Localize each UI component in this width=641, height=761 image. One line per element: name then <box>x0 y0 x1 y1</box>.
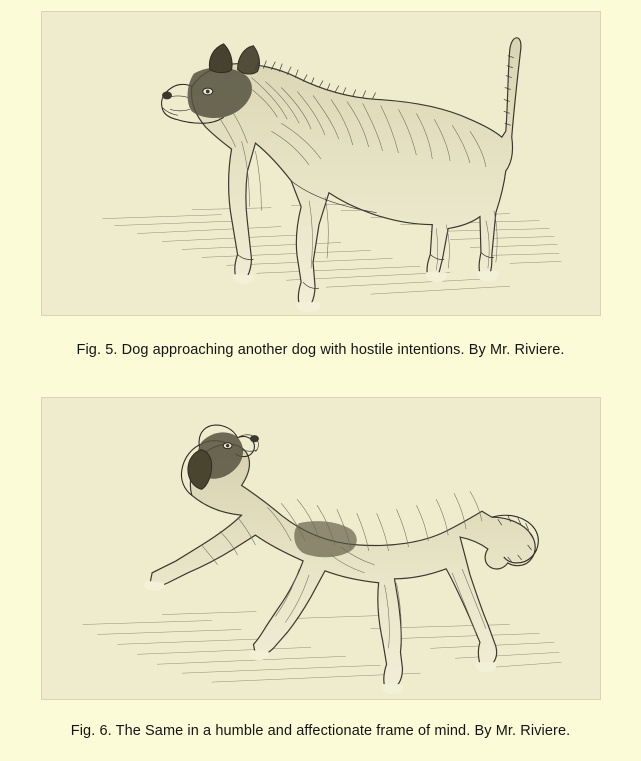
pupil <box>225 444 228 447</box>
figure-6-caption: Fig. 6. The Same in a humble and affectionate frame of mind. By Mr. Riviere. <box>70 723 571 740</box>
leg-details <box>237 252 493 288</box>
muzzle-line <box>162 107 178 115</box>
figure-6-block <box>0 397 641 740</box>
engraving-dog-humble <box>42 398 600 699</box>
figure-6-illustration <box>41 397 601 700</box>
nose <box>162 91 172 99</box>
figure-5-caption: Fig. 5. Dog approaching another dog with hostile intentions. By Mr. Riviere. <box>76 342 565 358</box>
pupil <box>205 90 209 94</box>
figure-5-block <box>0 0 641 359</box>
mouth-line <box>169 109 189 110</box>
nose <box>249 435 258 442</box>
right-ear <box>237 46 259 74</box>
figure-5-illustration <box>41 11 601 316</box>
engraving-dog-hostile <box>42 12 600 315</box>
left-ear <box>209 44 232 73</box>
paws <box>144 581 496 694</box>
paws <box>233 271 498 312</box>
